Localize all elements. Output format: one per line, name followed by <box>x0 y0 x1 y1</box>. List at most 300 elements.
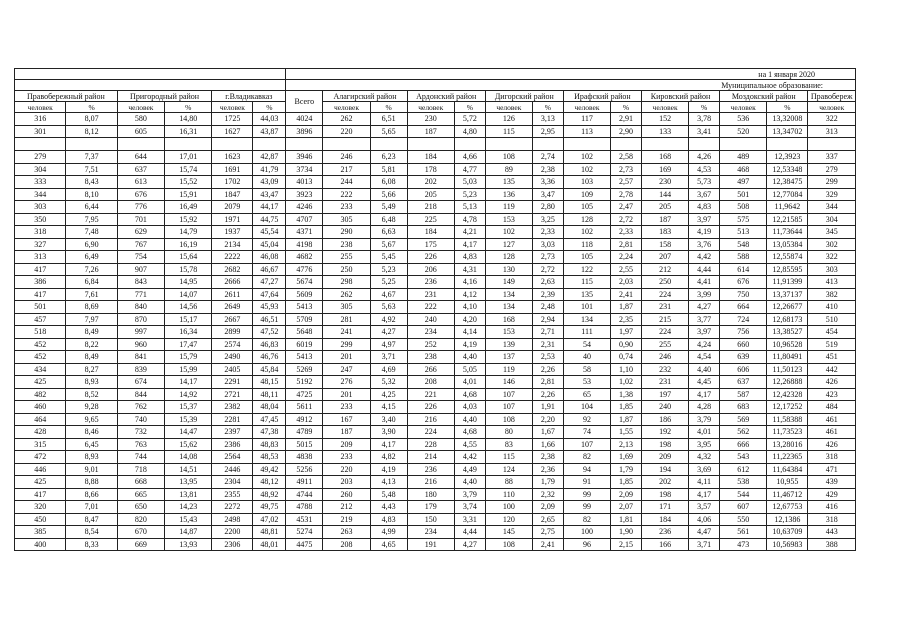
column-subheader: человек <box>117 102 164 113</box>
table-cell: 5,23 <box>370 263 407 276</box>
table-cell: 4,25 <box>370 388 407 401</box>
table-cell: 1,02 <box>611 376 642 389</box>
table-cell: 464 <box>15 413 66 426</box>
table-cell: 3,78 <box>689 113 720 126</box>
table-cell: 4,77 <box>454 163 485 176</box>
table-cell: 8,33 <box>66 538 117 551</box>
table-cell: 14,95 <box>165 276 212 289</box>
table-cell: 501 <box>720 188 767 201</box>
table-cell: 3,90 <box>370 426 407 439</box>
empty-cell <box>323 138 370 151</box>
table-cell: 3,03 <box>533 238 564 251</box>
table-cell: 58 <box>563 363 610 376</box>
table-cell: 3,25 <box>533 213 564 226</box>
table-cell: 1725 <box>212 113 253 126</box>
table-cell: 124 <box>485 463 532 476</box>
table-cell: 100 <box>485 501 532 514</box>
table-cell: 115 <box>485 125 532 138</box>
table-cell: 12,85595 <box>767 263 808 276</box>
table-cell: 134 <box>485 288 532 301</box>
table-cell: 6,48 <box>370 213 407 226</box>
table-cell: 12,1386 <box>767 513 808 526</box>
table-cell: 14,08 <box>165 451 212 464</box>
table-cell: 2,26 <box>533 363 564 376</box>
table-cell: 434 <box>15 363 66 376</box>
table-cell: 776 <box>117 201 164 214</box>
column-header: Кировский район <box>641 91 719 102</box>
table-cell: 234 <box>407 326 454 339</box>
table-cell: 870 <box>117 313 164 326</box>
table-cell: 126 <box>485 113 532 126</box>
table-cell: 82 <box>563 513 610 526</box>
table-cell: 13,38527 <box>767 326 808 339</box>
table-cell: 175 <box>407 238 454 251</box>
table-cell: 299 <box>323 338 370 351</box>
table-cell: 12,21585 <box>767 213 808 226</box>
table-cell: 48,11 <box>253 388 286 401</box>
table-cell: 219 <box>323 513 370 526</box>
table-cell: 385 <box>15 526 66 539</box>
table-cell: 150 <box>407 513 454 526</box>
table-cell: 13,32008 <box>767 113 808 126</box>
table-cell: 11,58388 <box>767 413 808 426</box>
table-cell: 839 <box>117 363 164 376</box>
table-cell: 48,83 <box>253 438 286 451</box>
table-cell: 5,67 <box>370 238 407 251</box>
table-cell: 318 <box>808 513 856 526</box>
table-cell: 5,03 <box>454 176 485 189</box>
table-cell: 4,32 <box>689 451 720 464</box>
table-cell: 997 <box>117 326 164 339</box>
table-cell: 316 <box>15 113 66 126</box>
table-cell: 250 <box>641 276 688 289</box>
table-row <box>15 238 856 251</box>
table-cell: 3,97 <box>689 213 720 226</box>
table-row <box>15 526 856 539</box>
table-cell: 15,43 <box>165 513 212 526</box>
table-cell: 4,97 <box>370 338 407 351</box>
table-cell: 2,73 <box>533 251 564 264</box>
table-row <box>15 188 856 201</box>
table-cell: 12,77084 <box>767 188 808 201</box>
table-cell: 101 <box>563 301 610 314</box>
table-cell: 205 <box>641 201 688 214</box>
table-cell: 2,58 <box>611 151 642 164</box>
table-cell: 222 <box>407 301 454 314</box>
table-cell: 12,67753 <box>767 501 808 514</box>
table-cell: 191 <box>407 538 454 551</box>
table-cell: 184 <box>407 226 454 239</box>
table-cell: 2,38 <box>533 163 564 176</box>
table-row <box>15 538 856 551</box>
table-cell: 1691 <box>212 163 253 176</box>
table-cell: 166 <box>641 538 688 551</box>
table-row <box>15 213 856 226</box>
table-cell: 4531 <box>286 513 323 526</box>
table-cell: 4,78 <box>454 213 485 226</box>
table-cell: 6,44 <box>66 201 117 214</box>
table-cell: 8,49 <box>66 351 117 364</box>
table-cell: 8,47 <box>66 513 117 526</box>
table-cell: 89 <box>485 163 532 176</box>
table-cell: 605 <box>117 125 164 138</box>
table-cell: 2,13 <box>611 438 642 451</box>
table-cell: 650 <box>117 501 164 514</box>
table-cell: 2490 <box>212 351 253 364</box>
table-cell: 11,22365 <box>767 451 808 464</box>
table-cell: 180 <box>407 488 454 501</box>
table-cell: 580 <box>117 113 164 126</box>
column-header: Моздокский район <box>720 91 808 102</box>
table-cell: 171 <box>641 501 688 514</box>
table-cell: 416 <box>808 501 856 514</box>
table-cell: 3,47 <box>533 188 564 201</box>
table-cell: 4,19 <box>370 463 407 476</box>
table-cell: 4,47 <box>689 526 720 539</box>
table-cell: 1,10 <box>611 363 642 376</box>
table-cell: 2,73 <box>611 163 642 176</box>
table-cell: 186 <box>641 413 688 426</box>
table-cell: 2,94 <box>533 313 564 326</box>
table-cell: 513 <box>720 226 767 239</box>
table-cell: 3,40 <box>370 413 407 426</box>
table-cell: 843 <box>117 276 164 289</box>
column-subheader: человек <box>641 102 688 113</box>
empty-cell <box>15 138 66 151</box>
table-cell: 613 <box>117 176 164 189</box>
table-cell: 4,10 <box>454 301 485 314</box>
table-cell: 4,13 <box>370 476 407 489</box>
table-cell: 3,97 <box>689 326 720 339</box>
table-cell: 327 <box>15 238 66 251</box>
table-cell: 429 <box>808 488 856 501</box>
table-cell: 612 <box>720 463 767 476</box>
table-cell: 236 <box>641 526 688 539</box>
table-cell: 202 <box>641 476 688 489</box>
table-cell: 122 <box>563 263 610 276</box>
table-cell: 49,42 <box>253 463 286 476</box>
table-cell: 2,72 <box>533 263 564 276</box>
table-cell: 2,78 <box>611 188 642 201</box>
table-cell: 4,12 <box>454 288 485 301</box>
empty-cell <box>808 138 856 151</box>
table-cell: 2574 <box>212 338 253 351</box>
table-cell: 302 <box>808 238 856 251</box>
table-cell: 41,79 <box>253 163 286 176</box>
table-row <box>15 251 856 264</box>
table-cell: 665 <box>117 488 164 501</box>
table-cell: 4788 <box>286 501 323 514</box>
table-cell: 107 <box>485 388 532 401</box>
table-cell: 217 <box>323 163 370 176</box>
table-cell: 105 <box>563 251 610 264</box>
table-cell: 119 <box>485 363 532 376</box>
table-cell: 15,62 <box>165 438 212 451</box>
table-cell: 17,01 <box>165 151 212 164</box>
table-cell: 3,36 <box>533 176 564 189</box>
table-cell: 425 <box>15 476 66 489</box>
table-cell: 5611 <box>286 401 323 414</box>
table-cell: 303 <box>808 263 856 276</box>
table-cell: 6,08 <box>370 176 407 189</box>
table-cell: 6019 <box>286 338 323 351</box>
table-cell: 15,52 <box>165 176 212 189</box>
table-cell: 209 <box>641 451 688 464</box>
table-cell: 3,79 <box>689 413 720 426</box>
table-cell: 8,10 <box>66 188 117 201</box>
table-cell: 489 <box>720 151 767 164</box>
table-cell: 1,66 <box>533 438 564 451</box>
table-cell: 183 <box>641 226 688 239</box>
table-cell: 46,67 <box>253 263 286 276</box>
table-cell: 120 <box>485 513 532 526</box>
table-cell: 544 <box>720 488 767 501</box>
table-cell: 2,09 <box>611 488 642 501</box>
table-cell: 1847 <box>212 188 253 201</box>
table-cell: 2,81 <box>533 376 564 389</box>
table-cell: 3734 <box>286 163 323 176</box>
column-subheader: % <box>611 102 642 113</box>
blank-header-cell <box>15 80 286 91</box>
table-cell: 47,64 <box>253 288 286 301</box>
table-cell: 5,32 <box>370 376 407 389</box>
table-cell: 221 <box>407 388 454 401</box>
empty-cell <box>720 138 767 151</box>
table-cell: 417 <box>15 488 66 501</box>
table-cell: 11,73644 <box>767 226 808 239</box>
table-cell: 14,80 <box>165 113 212 126</box>
table-cell: 3,77 <box>689 313 720 326</box>
table-cell: 4,40 <box>689 363 720 376</box>
table-cell: 4246 <box>286 201 323 214</box>
table-cell: 206 <box>407 263 454 276</box>
table-cell: 1,97 <box>611 326 642 339</box>
table-cell: 4,92 <box>370 313 407 326</box>
table-cell: 16,34 <box>165 326 212 339</box>
table-cell: 48,04 <box>253 401 286 414</box>
table-cell: 3,69 <box>689 463 720 476</box>
table-row <box>15 376 856 389</box>
table-cell: 614 <box>720 263 767 276</box>
table-cell: 3946 <box>286 151 323 164</box>
table-cell: 47,38 <box>253 426 286 439</box>
table-cell: 2134 <box>212 238 253 251</box>
table-cell: 137 <box>485 351 532 364</box>
table-cell: 45,54 <box>253 226 286 239</box>
table-cell: 263 <box>323 526 370 539</box>
table-cell: 2,20 <box>533 413 564 426</box>
table-cell: 5609 <box>286 288 323 301</box>
empty-cell <box>611 138 642 151</box>
table-cell: 4,44 <box>454 526 485 539</box>
table-cell: 4,26 <box>689 151 720 164</box>
table-cell: 13,93 <box>165 538 212 551</box>
column-subheader: человек <box>212 102 253 113</box>
table-row <box>15 476 856 489</box>
table-cell: 5413 <box>286 351 323 364</box>
table-row <box>15 163 856 176</box>
table-cell: 128 <box>563 213 610 226</box>
table-cell: 197 <box>641 388 688 401</box>
table-cell: 74 <box>563 426 610 439</box>
table-cell: 4,16 <box>454 276 485 289</box>
table-cell: 423 <box>808 388 856 401</box>
table-cell: 2,33 <box>533 226 564 239</box>
table-cell: 7,26 <box>66 263 117 276</box>
table-cell: 400 <box>15 538 66 551</box>
table-cell: 233 <box>323 401 370 414</box>
table-cell: 16,19 <box>165 238 212 251</box>
column-header: Всего <box>286 91 323 113</box>
table-cell: 4911 <box>286 476 323 489</box>
table-cell: 5674 <box>286 276 323 289</box>
table-cell: 11,73523 <box>767 426 808 439</box>
table-cell: 1,85 <box>611 401 642 414</box>
table-cell: 2649 <box>212 301 253 314</box>
table-cell: 202 <box>407 176 454 189</box>
table-cell: 4,24 <box>689 338 720 351</box>
column-header: Правобережный район <box>15 91 118 102</box>
empty-cell <box>66 138 117 151</box>
table-row <box>15 501 856 514</box>
table-cell: 12,68173 <box>767 313 808 326</box>
table-cell: 102 <box>563 151 610 164</box>
table-cell: 187 <box>323 426 370 439</box>
table-cell: 8,27 <box>66 363 117 376</box>
table-cell: 228 <box>407 438 454 451</box>
table-cell: 208 <box>323 538 370 551</box>
table-row <box>15 125 856 138</box>
table-cell: 4,14 <box>454 326 485 339</box>
table-cell: 457 <box>15 313 66 326</box>
table-cell: 134 <box>563 313 610 326</box>
empty-cell <box>407 138 454 151</box>
table-cell: 198 <box>641 438 688 451</box>
table-cell: 5,05 <box>454 363 485 376</box>
table-cell: 15,39 <box>165 413 212 426</box>
table-cell: 13,95 <box>165 476 212 489</box>
table-cell: 2,80 <box>533 201 564 214</box>
table-cell: 7,95 <box>66 213 117 226</box>
table-cell: 664 <box>720 301 767 314</box>
table-cell: 472 <box>15 451 66 464</box>
table-cell: 5269 <box>286 363 323 376</box>
table-cell: 629 <box>117 226 164 239</box>
table-cell: 740 <box>117 413 164 426</box>
spreadsheet <box>14 68 906 551</box>
table-row <box>15 313 856 326</box>
table-row <box>15 201 856 214</box>
table-cell: 2,53 <box>533 351 564 364</box>
table-cell: 2,81 <box>611 238 642 251</box>
table-cell: 1,87 <box>611 301 642 314</box>
table-cell: 439 <box>808 476 856 489</box>
empty-cell <box>533 138 564 151</box>
table-cell: 4,27 <box>370 326 407 339</box>
table-cell: 2,72 <box>611 213 642 226</box>
table-cell: 226 <box>407 251 454 264</box>
table-cell: 2,36 <box>533 463 564 476</box>
empty-cell <box>117 138 164 151</box>
table-cell: 8,43 <box>66 176 117 189</box>
table-cell: 8,88 <box>66 476 117 489</box>
table-cell: 102 <box>563 226 610 239</box>
table-cell: 8,52 <box>66 388 117 401</box>
table-cell: 12,53348 <box>767 163 808 176</box>
table-cell: 5274 <box>286 526 323 539</box>
table-cell: 3,79 <box>454 488 485 501</box>
data-table <box>14 68 856 551</box>
table-cell: 119 <box>485 201 532 214</box>
table-cell: 3,57 <box>689 501 720 514</box>
table-cell: 232 <box>641 363 688 376</box>
table-cell: 3,99 <box>689 288 720 301</box>
table-cell: 3896 <box>286 125 323 138</box>
table-cell: 5,49 <box>370 201 407 214</box>
table-cell: 8,93 <box>66 376 117 389</box>
table-cell: 13,34702 <box>767 125 808 138</box>
table-cell: 14,47 <box>165 426 212 439</box>
table-cell: 260 <box>323 488 370 501</box>
table-cell: 3,74 <box>454 501 485 514</box>
table-cell: 220 <box>323 125 370 138</box>
column-subheader: человек <box>808 102 856 113</box>
table-cell: 452 <box>15 351 66 364</box>
table-cell: 2397 <box>212 426 253 439</box>
table-cell: 298 <box>323 276 370 289</box>
table-cell: 304 <box>808 213 856 226</box>
table-cell: 4475 <box>286 538 323 551</box>
table-cell: 115 <box>563 276 610 289</box>
table-cell: 5,25 <box>370 276 407 289</box>
table-cell: 2899 <box>212 326 253 339</box>
table-cell: 10,56983 <box>767 538 808 551</box>
table-cell: 1623 <box>212 151 253 164</box>
column-subheader: % <box>253 102 286 113</box>
table-cell: 4,40 <box>454 351 485 364</box>
table-cell: 6,45 <box>66 438 117 451</box>
table-cell: 108 <box>485 538 532 551</box>
table-cell: 45,04 <box>253 238 286 251</box>
table-cell: 255 <box>323 251 370 264</box>
table-cell: 117 <box>563 113 610 126</box>
empty-cell <box>253 138 286 151</box>
table-row <box>15 176 856 189</box>
table-cell: 8,93 <box>66 451 117 464</box>
table-cell: 1,67 <box>533 426 564 439</box>
table-cell: 750 <box>720 288 767 301</box>
table-cell: 6,63 <box>370 226 407 239</box>
table-cell: 451 <box>808 351 856 364</box>
table-cell: 262 <box>323 113 370 126</box>
table-cell: 501 <box>15 301 66 314</box>
table-cell: 4,15 <box>370 401 407 414</box>
table-cell: 2,07 <box>611 501 642 514</box>
table-cell: 43,09 <box>253 176 286 189</box>
table-cell: 231 <box>407 288 454 301</box>
table-cell: 683 <box>720 401 767 414</box>
table-cell: 107 <box>563 438 610 451</box>
table-cell: 82 <box>563 451 610 464</box>
table-cell: 133 <box>641 125 688 138</box>
table-cell: 7,61 <box>66 288 117 301</box>
table-cell: 48,81 <box>253 526 286 539</box>
table-cell: 543 <box>720 451 767 464</box>
table-cell: 4776 <box>286 263 323 276</box>
table-cell: 252 <box>407 338 454 351</box>
table-cell: 497 <box>720 176 767 189</box>
table-cell: 1,90 <box>611 526 642 539</box>
